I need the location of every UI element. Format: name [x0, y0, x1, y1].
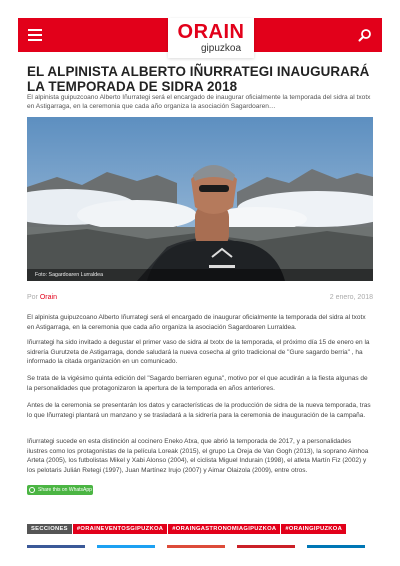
- paragraph-1: El alpinista guipuzcoano Alberto Iñurrategi será el encargado de inaugurar oficialmente la temporada del sidra al txotx en Astigarraga, en la ceremonia que cada año organiza la asociación Sagardoaren Lurraldea.: [27, 314, 366, 331]
- site-logo[interactable]: [168, 18, 254, 58]
- tag-list: [27, 524, 347, 534]
- paragraph-4: Antes de la ceremonia se presentarán los datos y características de la producción de sidra de la nueva temporada, tras lo que Iñurrategi plantará un manzano y se trasladará a la sidrería para la ceremonia de inauguración de la campaña.: [27, 402, 371, 419]
- article-lead: El alpinista guipuzcoano Alberto Iñurrategi será el encargado de inaugurar oficialmente la temporada del sidra al txotx en Astigarraga, en la ceremonia que cada año organiza la asociación Sagardoaren…: [27, 94, 371, 110]
- hamburger-icon[interactable]: [28, 29, 42, 41]
- whatsapp-icon: [29, 487, 35, 493]
- publish-date: 2 enero, 2018: [329, 294, 373, 301]
- pinterest-share-button[interactable]: [237, 545, 295, 548]
- logo-sub-text: gipuzkoa: [200, 43, 242, 54]
- logo-main-text: ORAIN: [177, 21, 245, 43]
- facebook-share-button[interactable]: [27, 545, 85, 548]
- article-title: EL ALPINISTA ALBERTO IÑURRATEGI INAUGURARÁ LA TEMPORADA DE SIDRA 2018: [27, 64, 370, 94]
- paragraph-5: Iñurrategi sucede en esta distinción al cocinero Eneko Atxa, que abrió la temporada de 2017, y a personalidades ilustres como los protagonistas de la película Loreak (2015), el grupo La Oreja de Van Gogh (2013), la soprano Ainhoa Arteta (2005), los futbolistas Mikel y Xabi Alonso (2004), el ciclista Miguel Indurain (1998), el atleta Martín Fiz (2002) y los pelotaris Julián Retegi (1997), Juan Martínez Irujo (2007) y Aimar Olaizola (2009), entre otros.: [27, 438, 369, 474]
- paragraph-2: Iñurrategi ha sido invitado a degustar el primer vaso de sidra al txotx de la temporada, el próximo día 15 de enero en la sidrería Gurutzeta de Astigarraga, donde saludará la nueva cosecha al grito tradicional de "Gure sagardo berria" , ha informado la citada organización en un comunicado.: [27, 339, 370, 366]
- whatsapp-share-button[interactable]: [27, 485, 93, 495]
- article-photo: [27, 117, 373, 281]
- tag-link[interactable]: #ORAINGASTRONOMIAGIPUZKOA: [168, 524, 280, 534]
- site-header: [18, 18, 382, 52]
- twitter-share-button[interactable]: [97, 545, 155, 548]
- share-buttons-row: [27, 545, 373, 549]
- article-meta: [27, 294, 373, 304]
- tags-label: SECCIONES: [27, 524, 72, 534]
- google-share-button[interactable]: [167, 545, 225, 548]
- whatsapp-share-label: Share this on WhatsApp: [38, 487, 92, 493]
- paragraph-3: Se trata de la vigésimo quinta edición del "Sagardo berriaren eguna", motivo por el que acudirán a la fiesta algunas de la personalidades que protagonizaron la apertura de la temporada en años anteriores.: [27, 375, 368, 392]
- byline: [27, 294, 57, 301]
- linkedin-share-button[interactable]: [307, 545, 365, 548]
- search-icon[interactable]: [358, 28, 372, 42]
- photo-caption: Foto: Sagardoaren Lurraldea: [27, 269, 373, 281]
- tag-link[interactable]: #ORAINEVENTOSGIPUZKOA: [73, 524, 167, 534]
- author-link[interactable]: Orain: [39, 294, 57, 301]
- byline-label: Por: [27, 294, 38, 301]
- tag-link[interactable]: #ORAINGIPUZKOA: [281, 524, 346, 534]
